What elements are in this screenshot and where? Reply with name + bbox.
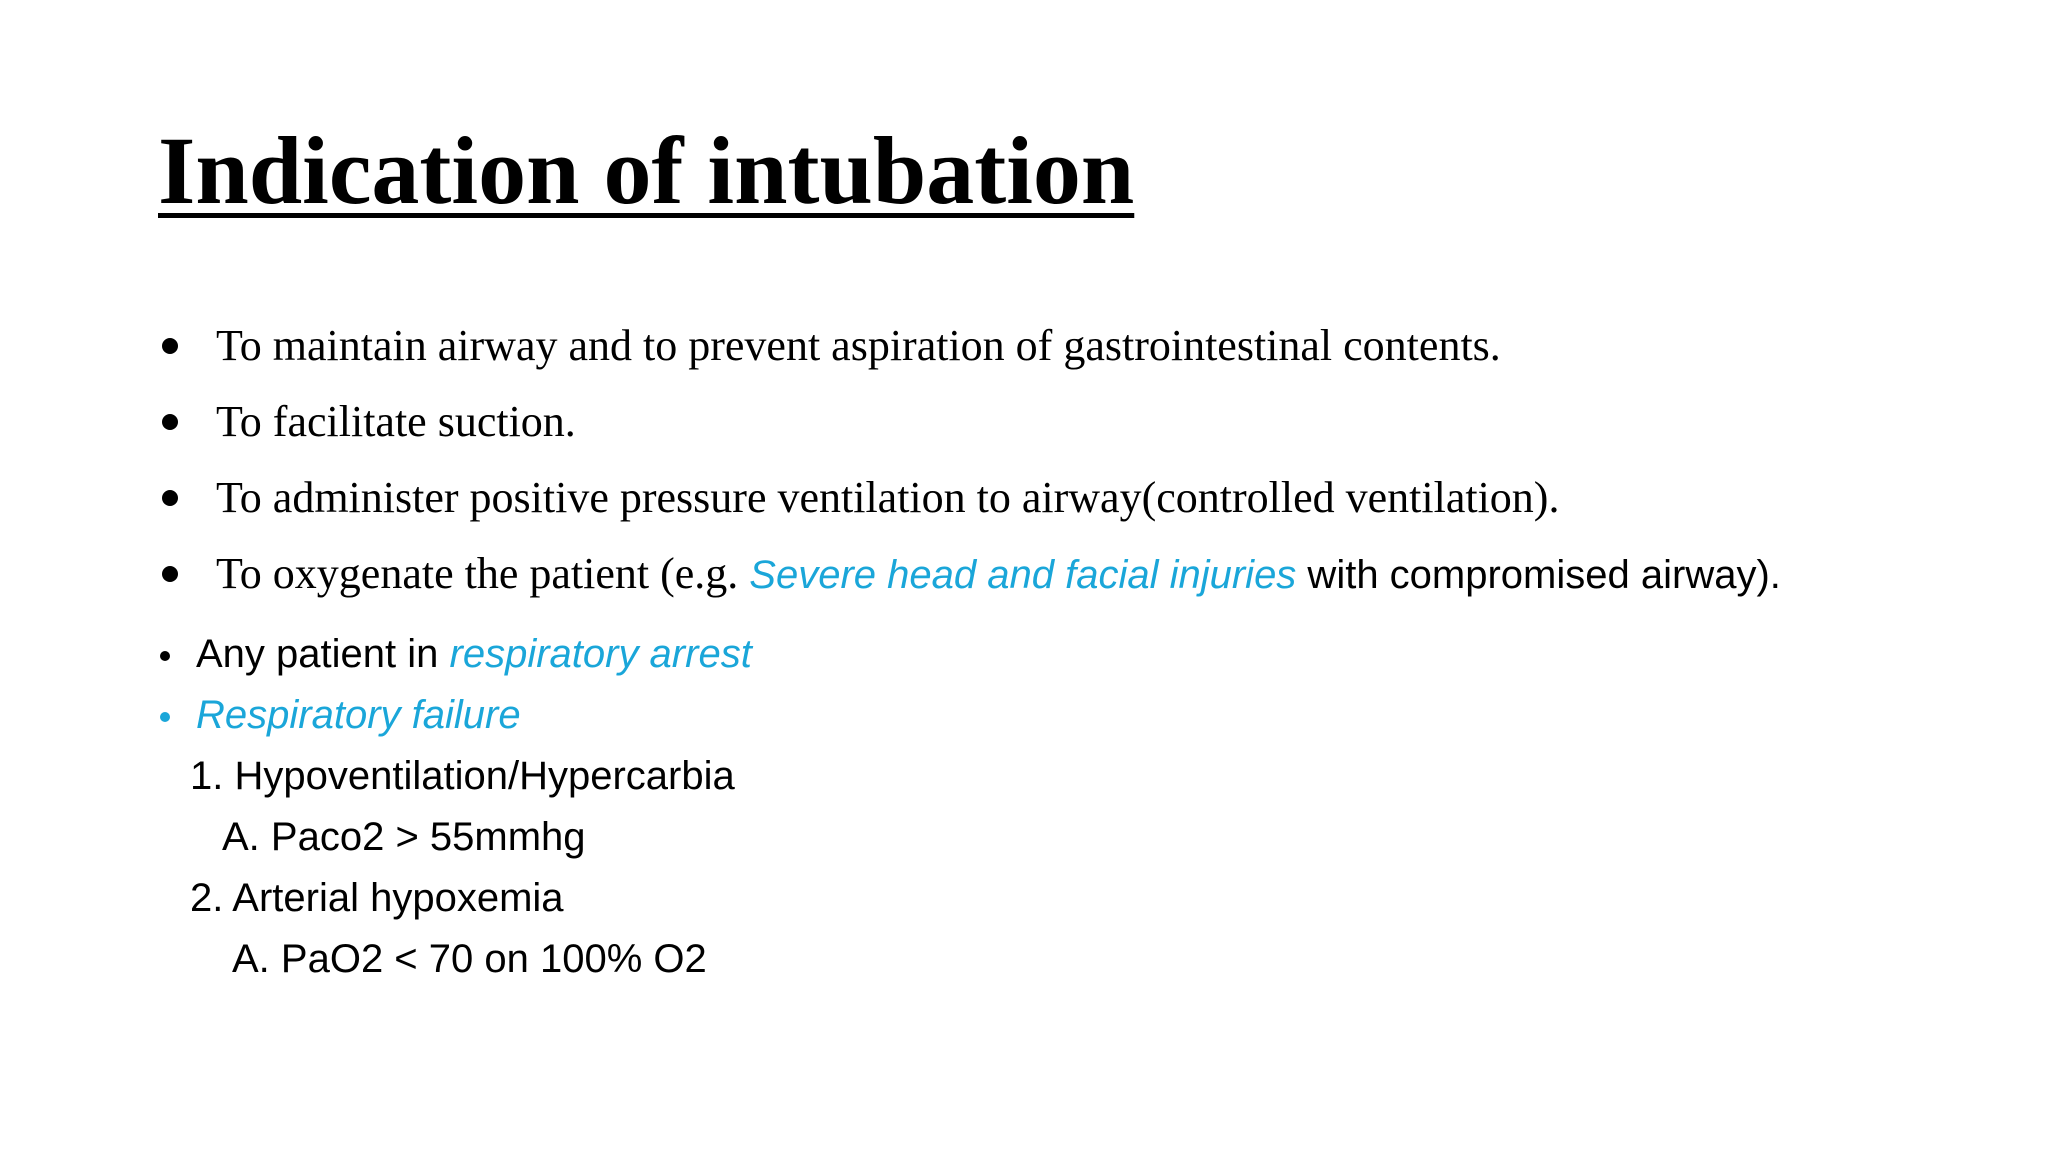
sub-item-text: 1. Hypoventilation/Hypercarbia (190, 754, 735, 798)
slide-title: Indication of intubation (158, 117, 1135, 224)
list-item (158, 748, 752, 809)
list-item (158, 809, 752, 870)
sub-item-text: 2. Arterial hypoxemia (190, 876, 564, 920)
list-item (158, 931, 752, 992)
highlight-text: Severe head and facial injuries (749, 553, 1297, 597)
list-item (158, 394, 1781, 470)
bullet-text: Any patient in (196, 632, 450, 676)
indication-list (158, 318, 1781, 622)
bullet-icon (162, 566, 178, 582)
highlight-text: respiratory arrest (449, 632, 752, 676)
bullet-icon (162, 338, 178, 354)
list-item (158, 626, 752, 687)
list-item (158, 470, 1781, 546)
bullet-icon (162, 490, 178, 506)
failure-list (158, 626, 752, 992)
bullet-text: To administer positive pressure ventilation to airway(controlled ventilation). (216, 473, 1560, 522)
bullet-icon (162, 414, 178, 430)
sub-item-text: A. Paco2 > 55mmhg (222, 815, 586, 859)
list-item (158, 318, 1781, 394)
bullet-text: To maintain airway and to prevent aspiration of gastrointestinal contents. (216, 321, 1501, 370)
list-item (158, 687, 752, 748)
bullet-icon (160, 712, 170, 722)
sub-item-text: A. PaO2 < 70 on 100% O2 (232, 937, 707, 981)
list-item (158, 870, 752, 931)
bullet-text: To oxygenate the patient (e.g. (216, 549, 750, 598)
bullet-icon (160, 651, 170, 661)
list-item (158, 546, 1781, 622)
bullet-text-suffix: with compromised airway). (1296, 553, 1781, 597)
highlight-text: Respiratory failure (196, 693, 521, 737)
bullet-text: To facilitate suction. (216, 397, 576, 446)
